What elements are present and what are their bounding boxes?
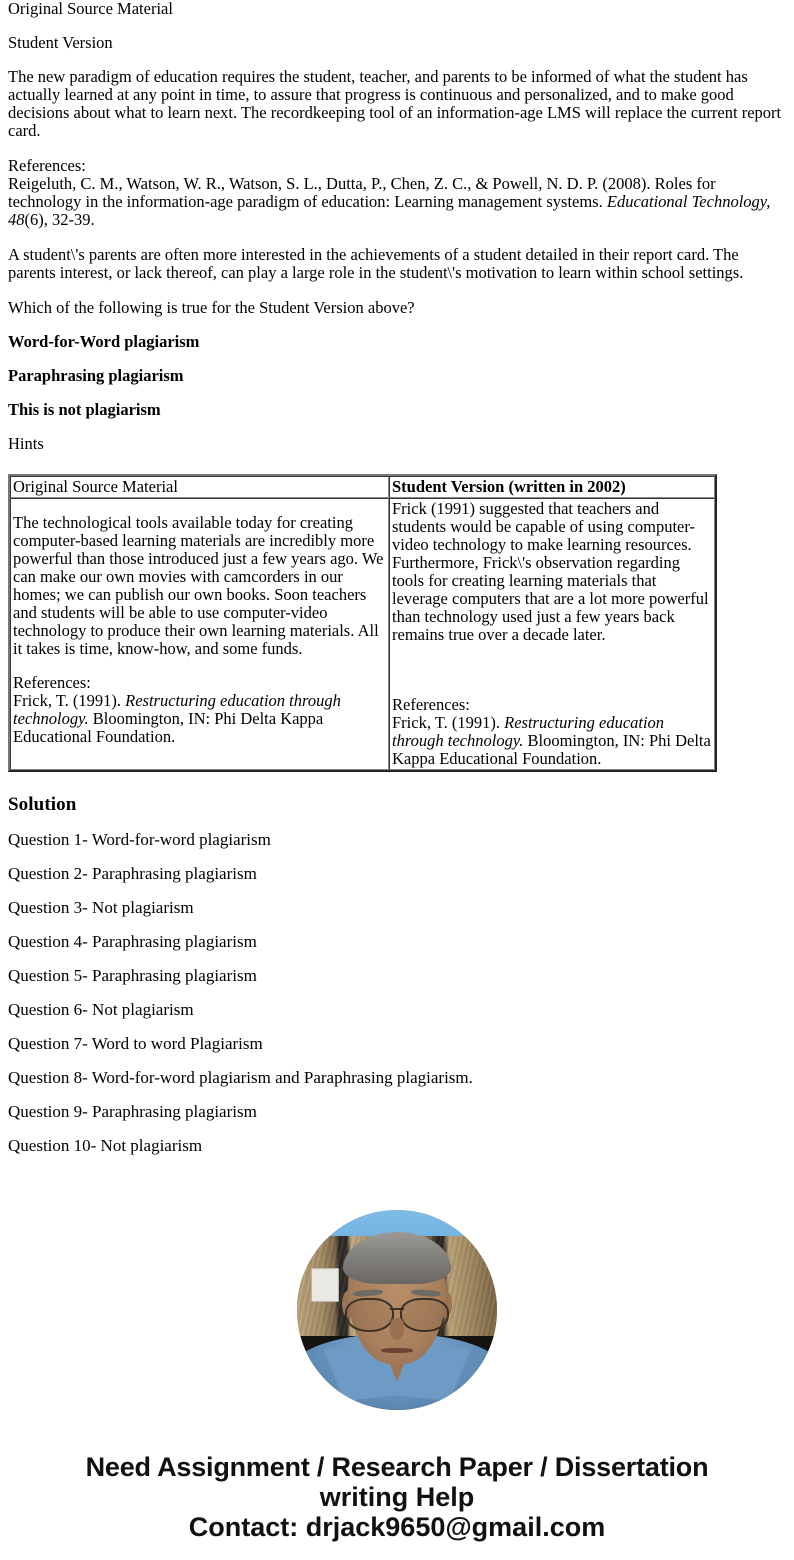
spacer — [8, 140, 786, 157]
original-ref-part1: Frick, T. (1991). — [13, 691, 126, 710]
option-not-plagiarism[interactable]: This is not plagiarism — [8, 400, 161, 419]
original-source-label: Original Source Material — [8, 0, 173, 18]
spacer — [8, 986, 786, 1000]
student-version-label: Student Version — [8, 33, 113, 52]
hints-link[interactable]: Hints — [8, 434, 44, 453]
solution-answer-3: Question 3- Not plagiarism — [8, 898, 194, 917]
comparison-table-wrapper — [0, 474, 794, 772]
promo-line-2: writing Help — [319, 1482, 475, 1512]
promo-line-1: Need Assignment / Research Paper / Dissertation — [85, 1452, 709, 1482]
spacer — [8, 350, 786, 367]
spacer — [8, 51, 786, 68]
avatar-lens-right — [400, 1298, 449, 1332]
table-header-original: Original Source Material — [10, 476, 389, 498]
solution-answer-8: Question 8- Word-for-word plagiarism and Paraphrasing plagiarism. — [8, 1068, 473, 1087]
solution-answer-9: Question 9- Paraphrasing plagiarism — [8, 1102, 257, 1121]
intro-section — [0, 0, 794, 452]
reference-citation-journal: Educational Technology, 48 — [8, 192, 771, 229]
solution-answer-10: Question 10- Not plagiarism — [8, 1136, 203, 1155]
spacer — [0, 1156, 794, 1210]
avatar-background-switch — [311, 1268, 339, 1302]
spacer — [8, 918, 786, 932]
avatar-area — [0, 1210, 794, 1410]
spacer — [8, 282, 786, 299]
solution-answer-6: Question 6- Not plagiarism — [8, 1000, 194, 1019]
comparison-table — [8, 474, 717, 772]
references-label: References: — [8, 156, 86, 175]
avatar-glasses-bridge — [390, 1308, 405, 1310]
avatar — [297, 1210, 497, 1410]
student-body-text: Frick (1991) suggested that teachers and students would be capable of using computer-video technology to make learning resources. Furthermore, Frick\'s observation regarding tools for creating learning materials that leverage computers that are a lot more powerful than technology used just a few years back remains true over a decade later. — [392, 499, 709, 644]
spacer — [8, 17, 786, 34]
spacer — [0, 1410, 794, 1452]
spacer — [0, 1542, 794, 1560]
spacer — [8, 1054, 786, 1068]
spacer — [8, 884, 786, 898]
table-header-student: Student Version (written in 2002) — [389, 476, 715, 498]
reference-citation-part2: (6), 32-39. — [24, 210, 95, 229]
original-reference-citation — [13, 692, 386, 746]
original-ref-part2: Bloomington, IN: Phi Delta Kappa Educational Foundation. — [13, 709, 324, 746]
original-ref-title: Restructuring education through technology. — [13, 691, 341, 728]
solution-answer-7: Question 7- Word to word Plagiarism — [8, 1034, 263, 1053]
spacer — [392, 644, 712, 696]
solution-answer-2: Question 2- Paraphrasing plagiarism — [8, 864, 257, 883]
spacer — [13, 500, 386, 514]
table-row — [10, 498, 715, 770]
student-references-label: References: — [392, 695, 470, 714]
reference-citation-part1: Reigeluth, C. M., Watson, W. R., Watson, S. L., Dutta, P., Chen, Z. C., & Powell, N. D. P. (2008). Roles for technology in the information-age paradigm of education: Learning management systems. — [8, 174, 716, 211]
spacer — [8, 850, 786, 864]
avatar-mouth — [381, 1348, 413, 1353]
avatar-nose — [390, 1318, 404, 1340]
spacer — [8, 384, 786, 401]
student-ref-title: Restructuring education through technology. — [392, 713, 665, 750]
spacer — [8, 816, 786, 830]
promo-contact-email[interactable]: Contact: drjack9650@gmail.com — [188, 1512, 606, 1542]
original-body-text: The technological tools available today for creating computer-based learning materials are incredibly more powerful than those introduced just a few years ago. We can make our own movies with camcorders in our homes; we can publish our own books. Soon teachers and students will be able to use computer-video technology to produce their own learning materials. All it takes is time, know-how, and some funds. — [13, 513, 384, 658]
spacer — [0, 772, 794, 794]
spacer — [8, 1088, 786, 1102]
solution-section — [0, 794, 794, 1156]
student-response-paragraph: A student\'s parents are often more interested in the achievements of a student detailed in their report card. The parents interest, or lack thereof, can play a large role in the student\'s motivation to learn within school settings. — [8, 245, 744, 282]
table-header-row — [10, 476, 715, 498]
spacer — [8, 418, 786, 435]
student-paragraph: The new paradigm of education requires the student, teacher, and parents to be informed of what the student has actually learned at any point in time, to assure that progress is continuous and personalized, and to make good decisions about what to learn next. The recordkeeping tool of an information-age LMS will replace the current report card. — [8, 67, 782, 140]
student-ref-part2: Bloomington, IN: Phi Delta Kappa Educational Foundation. — [392, 731, 711, 768]
original-references-label: References: — [13, 673, 91, 692]
table-cell-original — [10, 498, 389, 770]
reference-citation — [8, 175, 786, 229]
spacer — [8, 1020, 786, 1034]
solution-title: Solution — [8, 794, 77, 815]
option-paraphrasing[interactable]: Paraphrasing plagiarism — [8, 366, 184, 385]
spacer — [0, 452, 794, 474]
student-reference-citation — [392, 714, 712, 768]
avatar-lens-left — [345, 1298, 394, 1332]
option-word-for-word[interactable]: Word-for-Word plagiarism — [8, 332, 200, 351]
spacer — [8, 316, 786, 333]
question-prompt: Which of the following is true for the Student Version above? — [8, 298, 415, 317]
solution-answer-5: Question 5- Paraphrasing plagiarism — [8, 966, 257, 985]
spacer — [13, 658, 386, 674]
promo-footer — [0, 1452, 794, 1542]
spacer — [8, 1122, 786, 1136]
spacer — [8, 229, 786, 246]
student-ref-part1: Frick, T. (1991). — [392, 713, 505, 732]
solution-answer-4: Question 4- Paraphrasing plagiarism — [8, 932, 257, 951]
spacer — [8, 952, 786, 966]
solution-answer-1: Question 1- Word-for-word plagiarism — [8, 830, 271, 849]
table-cell-student — [389, 498, 715, 770]
